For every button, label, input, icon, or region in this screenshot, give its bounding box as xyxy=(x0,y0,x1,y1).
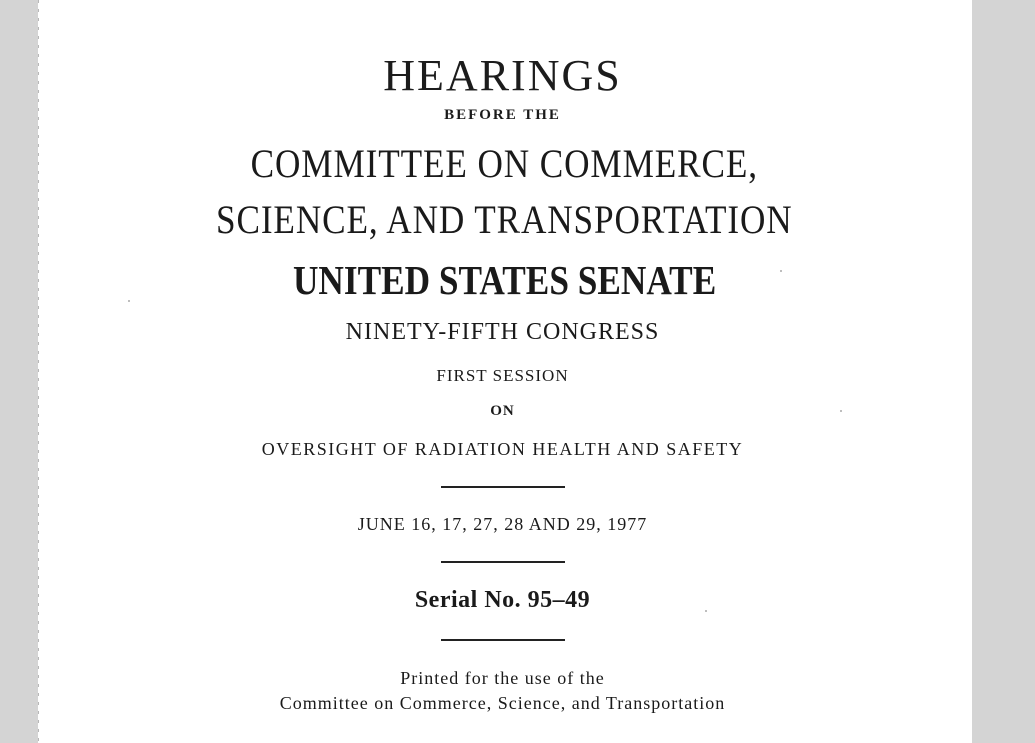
senate-title: UNITED STATES SENATE xyxy=(292,257,717,303)
printed-for-line-2: Committee on Commerce, Science, and Transportation xyxy=(279,693,726,713)
divider-rule xyxy=(441,561,565,563)
hearing-subject: OVERSIGHT OF RADIATION HEALTH AND SAFETY xyxy=(261,439,744,459)
before-the-text: BEFORE THE xyxy=(444,107,561,123)
printed-for-line-1: Printed for the use of the xyxy=(400,668,605,688)
document-heading: HEARINGS xyxy=(383,51,622,100)
committee-name-line-2: SCIENCE, AND TRANSPORTATION xyxy=(216,197,793,242)
divider-rule xyxy=(441,639,565,641)
divider-rule xyxy=(441,486,565,488)
serial-number: Serial No. 95–49 xyxy=(414,587,591,613)
session-title: FIRST SESSION xyxy=(436,366,569,385)
hearing-dates: JUNE 16, 17, 27, 28 AND 29, 1977 xyxy=(357,514,648,534)
committee-name-line-1: COMMITTEE ON COMMERCE, xyxy=(250,141,758,186)
congress-title: NINETY-FIFTH CONGRESS xyxy=(345,319,660,345)
on-text: ON xyxy=(490,403,515,419)
